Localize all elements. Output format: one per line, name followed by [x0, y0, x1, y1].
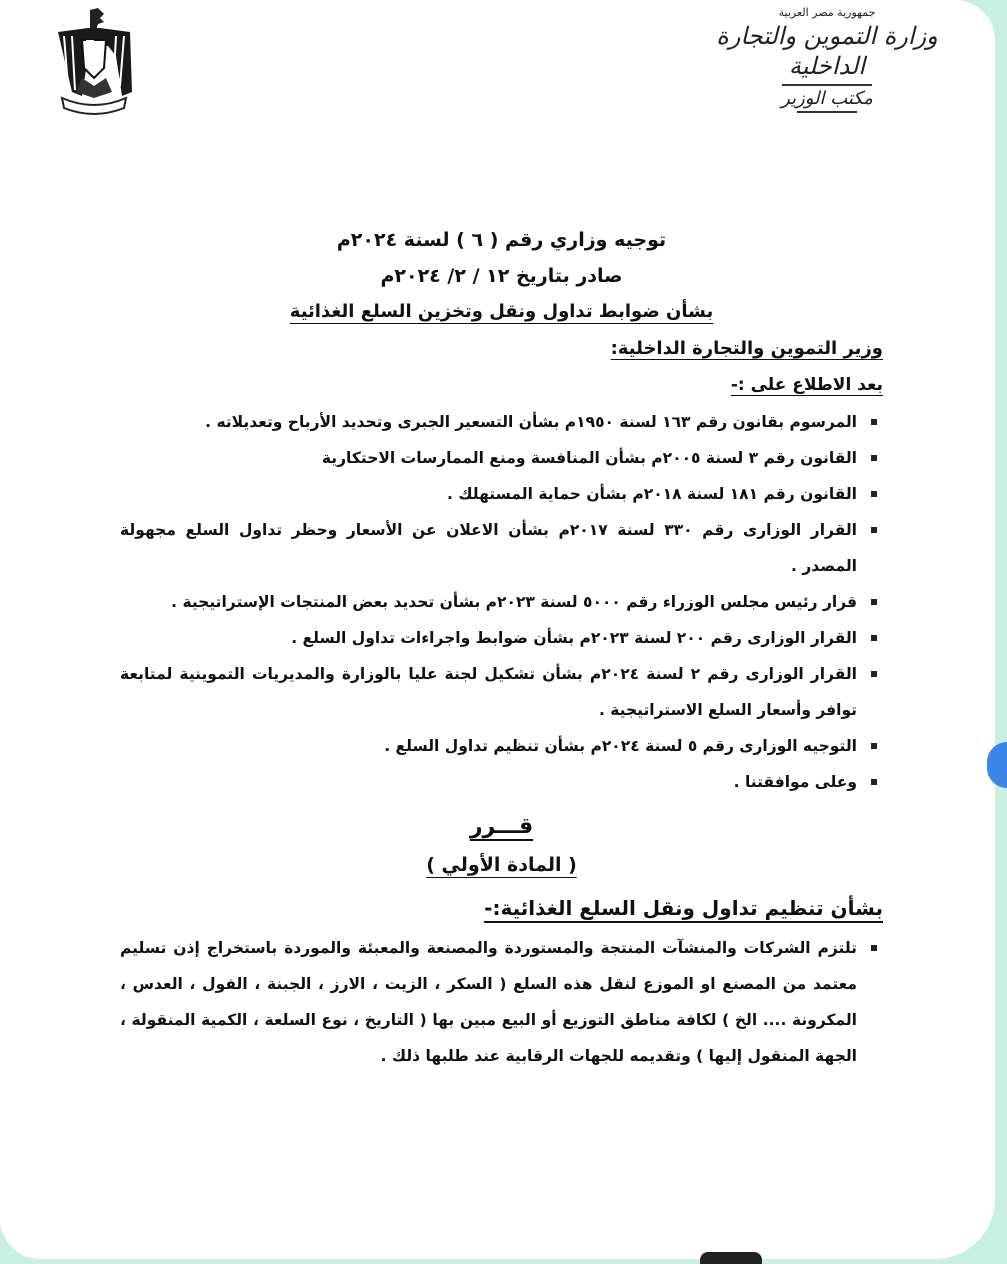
references-list	[120, 404, 883, 800]
letterhead-office: مكتب الوزير	[781, 88, 873, 109]
reference-item: قرار رئيس مجلس الوزراء رقم ٥٠٠٠ لسنة ٢٠٢٣م بشأن تحديد بعض المنتجات الإستراتيجية .	[120, 584, 883, 620]
reference-item: التوجيه الوزارى رقم ٥ لسنة ٢٠٢٤م بشأن تنظيم تداول السلع .	[120, 728, 883, 764]
reference-item: القرار الوزارى رقم ٢٠٠ لسنة ٢٠٢٣م بشأن ضوابط واجراءات تداول السلع .	[120, 620, 883, 656]
preamble-heading: بعد الاطلاع على :-	[730, 375, 883, 395]
letterhead-country: جمهورية مصر العربية	[778, 6, 876, 19]
ministry-letterhead	[707, 6, 947, 113]
directive-body	[120, 222, 883, 1074]
article-subject: بشأن تنظيم تداول ونقل السلع الغذائية:-	[484, 896, 883, 920]
reference-item: القانون رقم ١٨١ لسنة ٢٠١٨م بشأن حماية المستهلك .	[120, 476, 883, 512]
reference-item: المرسوم بقانون رقم ١٦٣ لسنة ١٩٥٠م بشأن التسعير الجبرى وتحديد الأرباح وتعديلاته .	[120, 404, 883, 440]
letterhead-divider	[797, 111, 857, 113]
reference-item: القرار الوزارى رقم ٣٣٠ لسنة ٢٠١٧م بشأن الاعلان عن الأسعار وحظر تداول السلع مجهولة المصدر .	[120, 512, 883, 584]
decree-heading: قـــرر	[469, 814, 534, 839]
article-title: ( المادة الأولي )	[426, 854, 577, 876]
article-body: تلتزم الشركات والمنشآت المنتجة والمستوردة والمصنعة والمعبئة والموردة باستخراج إذن تسليم معتمد من المصنع او الموزع لنقل هذه السلع ( السكر ، الزيت ، الارز ، الجبنة ، الفول ، العدس ، المكرونة .... الخ ) لكافة مناطق التوزيع أو البيع مبين بها ( التاريخ ، نوع السلعة ، الكمية المنقولة ، الجهة المنقول إليها ) وتقديمه للجهات الرقابية عند طلبها ذلك .	[120, 930, 883, 1074]
reference-item: وعلى موافقتنا .	[120, 764, 883, 800]
egypt-eagle-emblem-icon	[52, 6, 136, 116]
directive-date: صادر بتاريخ ١٢ / ٢/ ٢٠٢٤م	[380, 265, 623, 287]
home-indicator[interactable]	[700, 1252, 762, 1264]
issuing-authority: وزير التموين والتجارة الداخلية:	[610, 338, 883, 359]
letterhead-divider	[782, 84, 872, 86]
reference-item: القانون رقم ٣ لسنة ٢٠٠٥م بشأن المنافسة ومنع الممارسات الاحتكارية	[120, 440, 883, 476]
directive-title: توجيه وزاري رقم ( ٦ ) لسنة ٢٠٢٤م	[336, 229, 667, 251]
directive-subject: بشأن ضوابط تداول ونقل وتخزين السلع الغذائية	[289, 301, 714, 322]
reference-item: القرار الوزارى رقم ٢ لسنة ٢٠٢٤م بشأن تشكيل لجنة عليا بالوزارة والمديريات التموينية لمتابعة توافر وأسعار السلع الاستراتيجية .	[120, 656, 883, 728]
letterhead-ministry: وزارة التموين والتجارة الداخلية	[716, 22, 938, 80]
